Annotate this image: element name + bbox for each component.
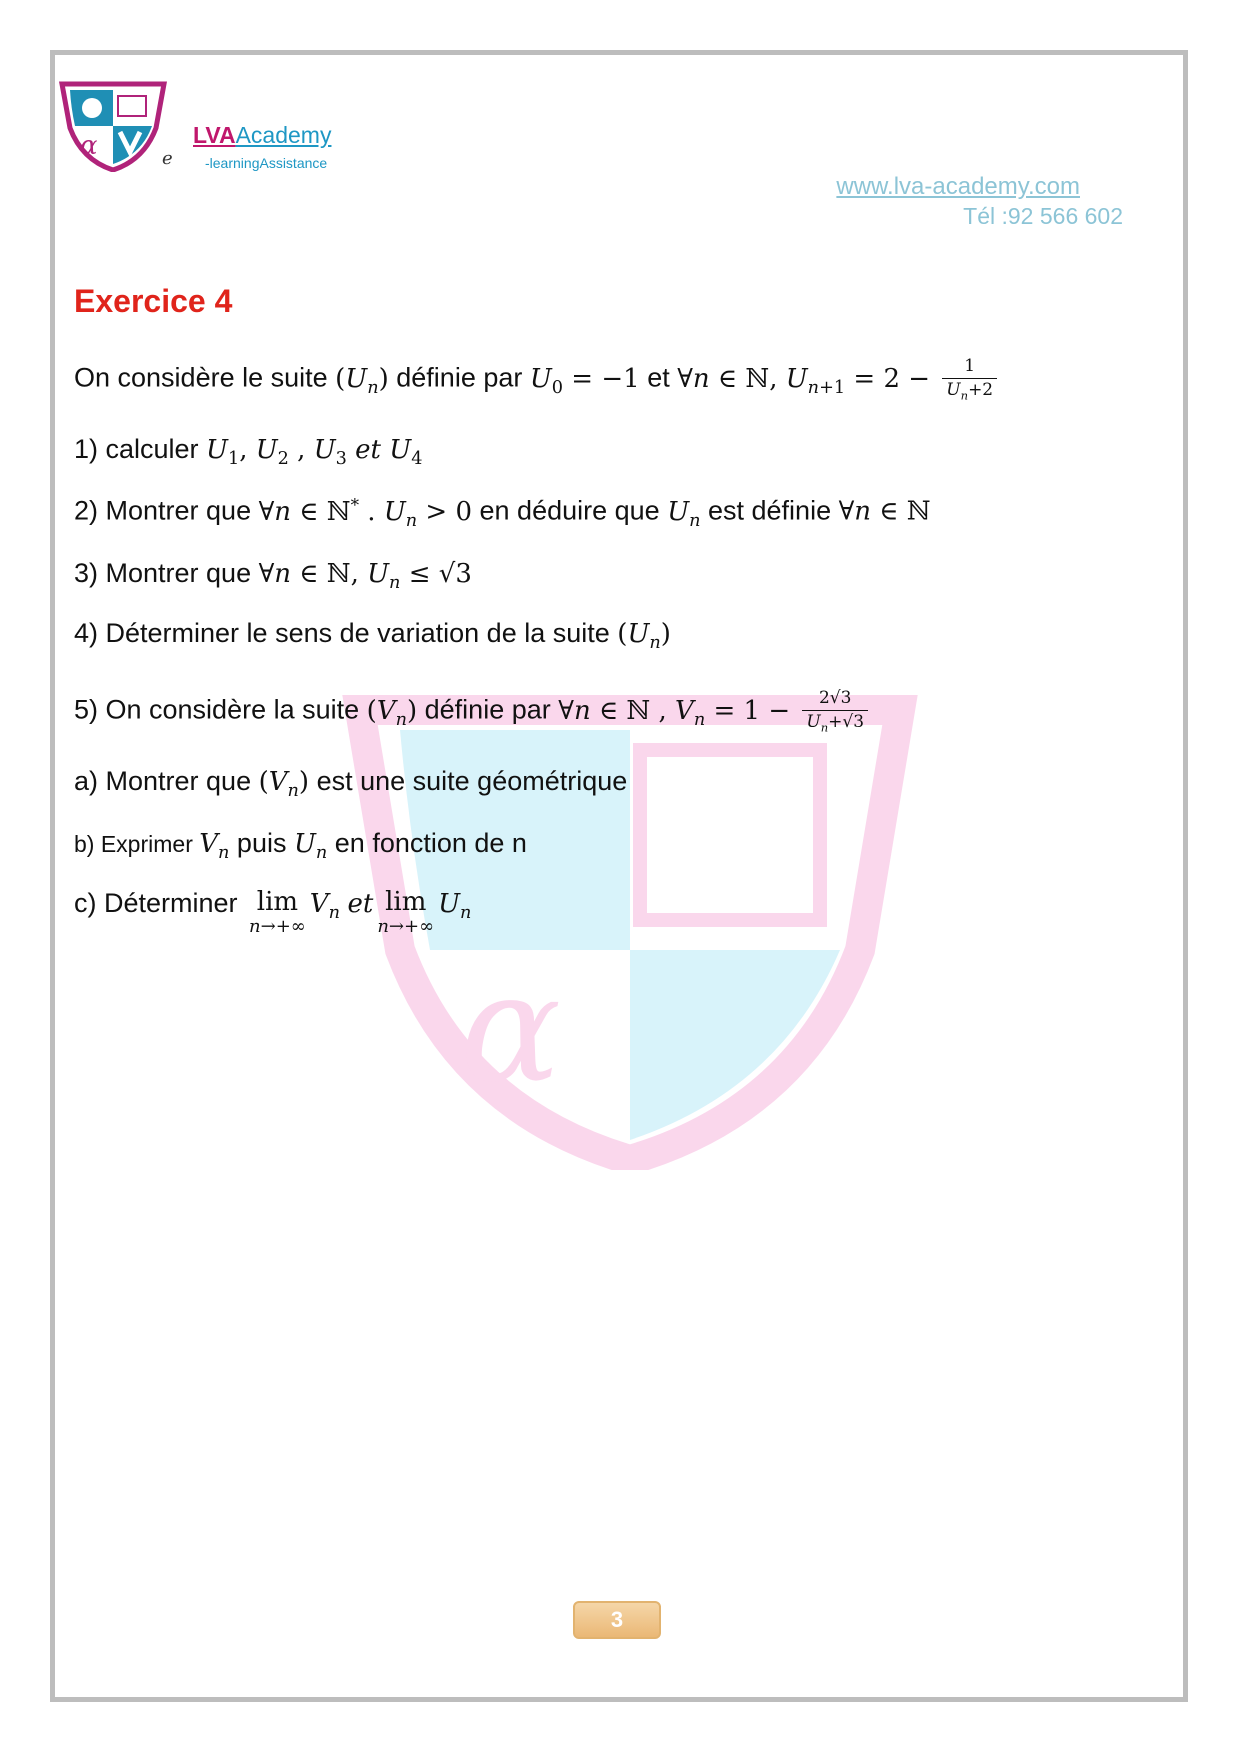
website-link[interactable]: www.lva-academy.com	[836, 173, 1080, 200]
math-sequence-v: $(V_n)$	[366, 695, 418, 730]
brand-tagline: -learningAssistance	[205, 155, 328, 171]
math-un: $U_n$	[293, 829, 328, 864]
question-5b: b) Exprimer $V_n$ puis $U_n$ en fonction de n	[74, 828, 527, 864]
math-bound: ∀n ∈ ℕ, $U_n \le √3$	[258, 559, 472, 594]
svg-text:α: α	[460, 942, 562, 1116]
brand-academy: Academy	[235, 122, 332, 148]
question-5a: a) Montrer que $(V_n)$ est une suite géométrique	[74, 766, 628, 802]
logo-e-letter: e	[162, 148, 173, 169]
question-5c: c) Déterminer lim n→+∞ $V_n$ et lim n→+∞ $U_n$	[74, 887, 472, 937]
question-2: 2) Montrer que ∀n ∈ ℕ* . $U_n > 0$ en déduire que $U_n$ est définie ∀n ∈ ℕ	[74, 494, 931, 531]
lva-academy-logo	[58, 80, 168, 172]
math-sequence-u: $(U_n)$	[335, 363, 389, 398]
math-sequence-u: $(U_n)$	[617, 619, 671, 654]
math-un: $U_n$	[438, 889, 472, 924]
math-sequence-v: $(V_n)$	[258, 767, 310, 802]
math-initial-term: $U_0 = -1$	[529, 363, 640, 398]
math-limit: lim n→+∞	[249, 887, 306, 937]
exercise-title: Exercice 4	[74, 283, 233, 319]
math-fraction: $\frac{1}{U_n+2}$	[942, 356, 997, 403]
page-number: 3	[573, 1601, 661, 1639]
exercise-intro: On considère le suite $(U_n)$ définie par $U_0 = -1$ et ∀n ∈ ℕ, $U_{n+1} = 2$ − $\frac{1}{U_n+2}$	[74, 356, 997, 403]
question-5: 5) On considère la suite $(V_n)$ définie par ∀n ∈ ℕ , $V_n = 1$ − $\frac{2√3}{U_n+√3}$	[74, 688, 868, 735]
math-et: et	[347, 889, 374, 919]
math-fraction: $\frac{2√3}{U_n+√3}$	[802, 688, 868, 735]
brand-lva: LVA	[193, 122, 236, 148]
math-vn: $V_n$	[199, 829, 230, 864]
phone-number: Tél :92 566 602	[963, 203, 1123, 229]
math-vn: $V_n$	[309, 889, 340, 924]
svg-text:α: α	[80, 131, 98, 161]
math-positivity: ∀n ∈ ℕ* . $U_n > 0$	[258, 494, 473, 531]
question-4: 4) Déterminer le sens de variation de la suite $(U_n)$	[74, 618, 671, 654]
question-3: 3) Montrer que ∀n ∈ ℕ, $U_n \le √3$	[74, 558, 472, 594]
math-terms: $U_1$, $U_2$ , $U_3$ et $U_4$	[206, 435, 423, 470]
math-un: $U_n$	[667, 496, 701, 531]
math-limit: lim n→+∞	[377, 887, 435, 937]
math-recurrence: ∀n ∈ ℕ, $U_{n+1} = 2$ −	[677, 363, 939, 398]
math-vn-definition: ∀n ∈ ℕ , $V_n = 1$ −	[558, 695, 799, 730]
brand-name	[193, 122, 331, 149]
math-forall-n: ∀n ∈ ℕ	[838, 496, 931, 527]
question-1: 1) calculer $U_1$, $U_2$ , $U_3$ et $U_4$	[74, 434, 423, 470]
